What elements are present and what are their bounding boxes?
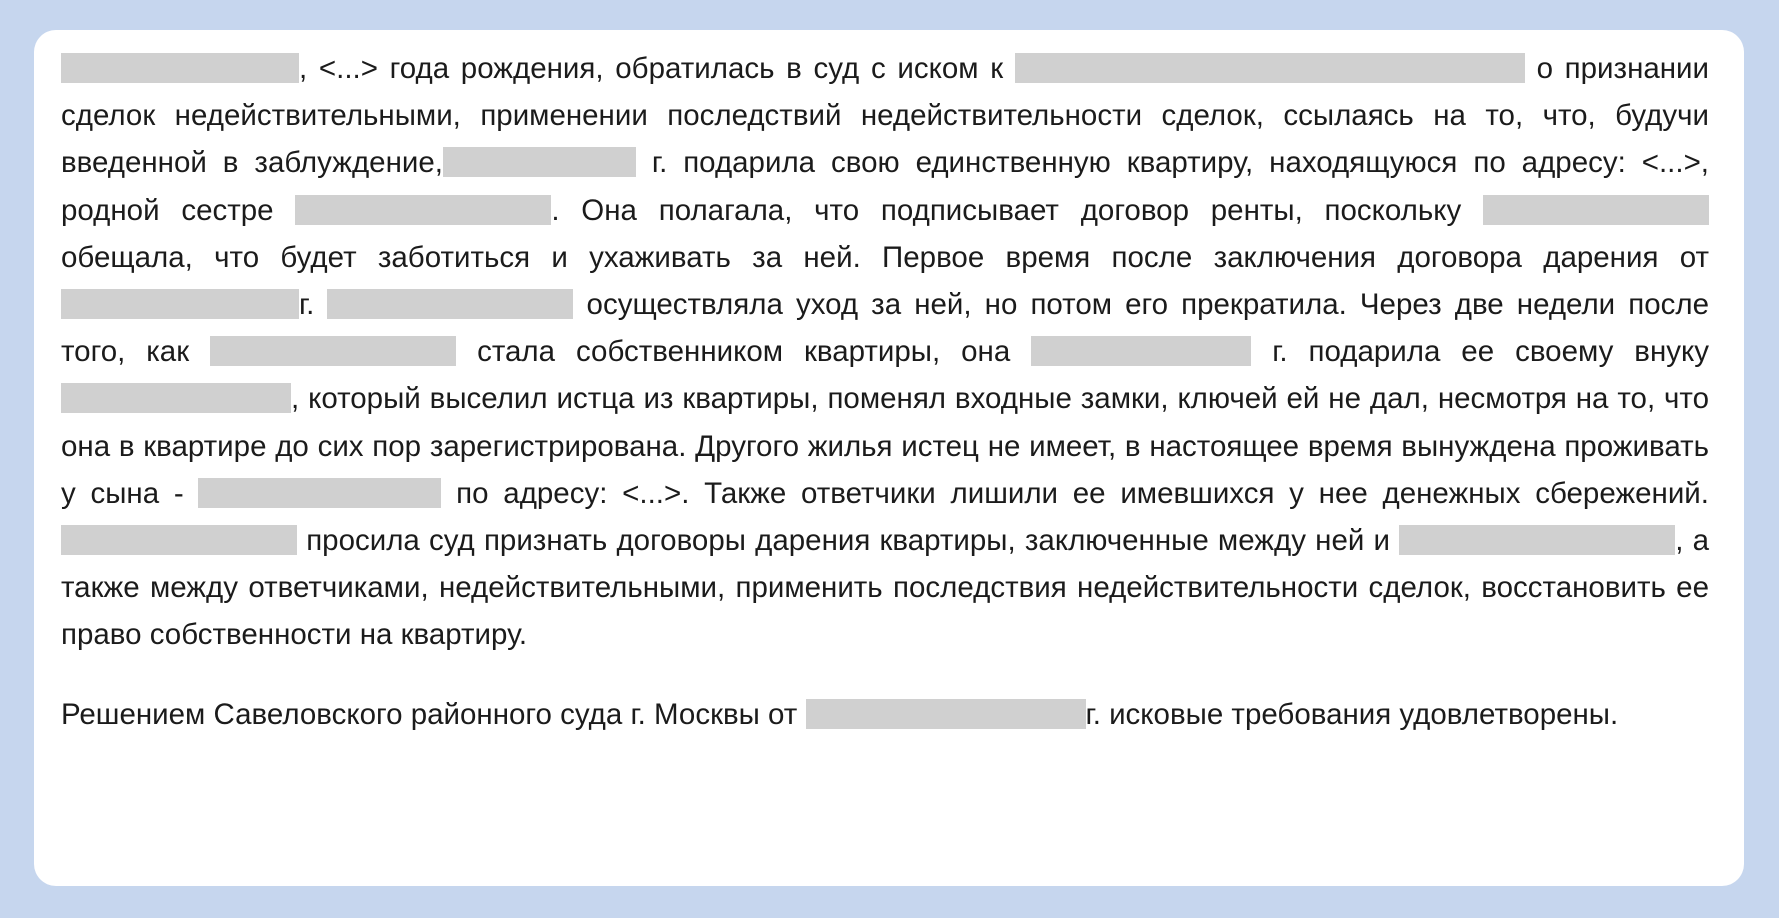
- redacted-name: [210, 336, 456, 366]
- redacted-date: [1031, 336, 1251, 366]
- text-segment: . Она полагала, что подписывает договор ренты, поскольку: [551, 193, 1462, 227]
- redacted-name: [327, 289, 573, 319]
- text-segment: г. исковые требования удовлетворены.: [1085, 697, 1619, 731]
- document-card: [34, 30, 1744, 886]
- text-segment: г. подарила свою единственную квартиру, находящуюся по адресу: <...>, родной сестре: [61, 146, 1709, 227]
- text-segment: г. подарила ее своему внуку: [1272, 335, 1710, 369]
- paragraph-decision: [61, 691, 1709, 738]
- redacted-son-name: [198, 478, 441, 508]
- text-segment: , а также между ответчиками, недействительными, применить последствия недействительности сделок, восстановить ее право собственности на квартиру.: [61, 524, 1709, 652]
- redacted-date: [806, 699, 1086, 729]
- redacted-defendants-name: [1015, 53, 1525, 83]
- text-segment: обещала, что будет заботиться и ухаживать за ней. Первое время после заключения договора дарения от: [61, 240, 1709, 274]
- text-segment: , который выселил истца из квартиры, поменял входные замки, ключей ей не дал, несмотря на то, что она в квартире до сих пор зарегистрирована. Другого жилья истец не имеет, в настоящее время вынуждена проживать у сына -: [61, 382, 1709, 510]
- text-segment: просила суд признать договоры дарения квартиры, заключенные между ней и: [306, 524, 1390, 558]
- text-segment: осуществляла уход за ней, но потом его прекратила. Через две недели после того, как: [61, 288, 1709, 369]
- text-segment: стала собственником квартиры, она: [477, 335, 1011, 369]
- text-segment: по адресу: <...>. Также ответчики лишили ее имевшихся у нее денежных сбережений.: [456, 476, 1709, 510]
- redacted-date: [61, 289, 299, 319]
- redacted-plaintiff-name: [61, 53, 299, 83]
- redacted-plaintiff-name: [61, 525, 297, 555]
- redacted-date: [443, 147, 636, 177]
- text-segment: Решением Савеловского районного суда г. Москвы от: [61, 697, 798, 731]
- redacted-sister-name: [1399, 525, 1675, 555]
- redacted-sister-name: [1483, 195, 1709, 225]
- text-segment: , <...> года рождения, обратилась в суд с иском к: [299, 52, 1004, 85]
- redacted-sister-name: [295, 195, 551, 225]
- redacted-grandson-name: [61, 383, 291, 413]
- text-segment: г.: [299, 288, 315, 322]
- paragraph-claim: [61, 45, 1709, 659]
- text-segment: о признании сделок недействительными, применении последствий недействительности сделок, ссылаясь на то, что, будучи введенной в заблуждение,: [61, 52, 1710, 180]
